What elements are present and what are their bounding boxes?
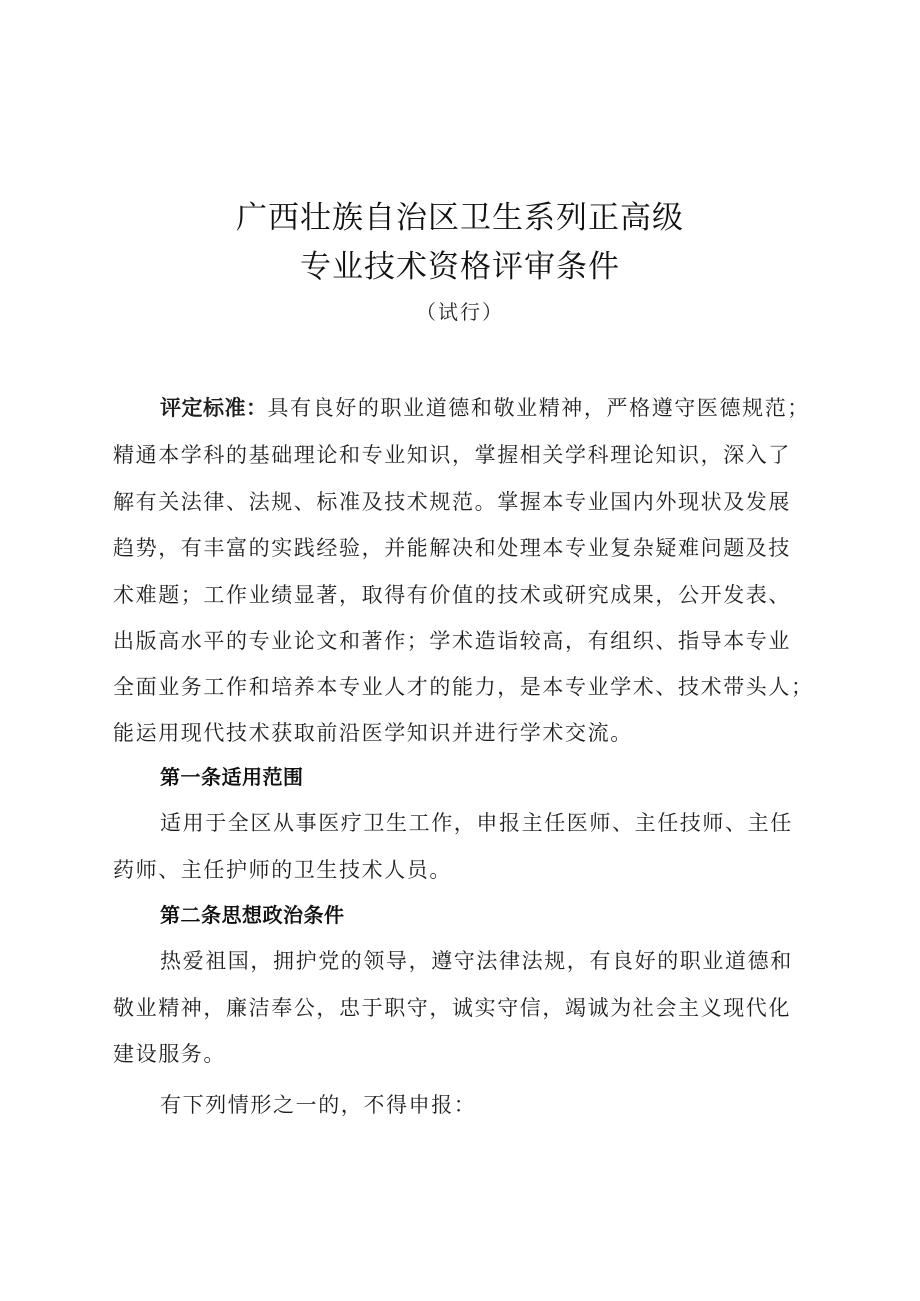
standard-text-line: 精通本学科的基础理论和专业知识，掌握相关学科理论知识，深入了 [113, 443, 791, 467]
article-2-heading: 第二条思想政治条件 [160, 903, 345, 927]
article-1-heading: 第一条适用范围 [160, 765, 304, 789]
article-1-text-line: 药师、主任护师的卫生技术人员。 [113, 858, 452, 882]
standard-text-line: 解有关法律、法规、标准及技术规范。掌握本专业国内外现状及发展 [113, 490, 791, 514]
article-2-text-line: 敬业精神，廉洁奉公，忠于职守，诚实守信，竭诚为社会主义现代化 [113, 996, 791, 1020]
standard-label: 评定标准： [160, 396, 268, 420]
standard-text-line: 具有良好的职业道德和敬业精神，严格遵守医德规范； [267, 396, 810, 420]
document-subtitle: （试行） [416, 300, 504, 324]
article-1-text-line: 适用于全区从事医疗卫生工作，申报主任医师、主任技师、主任 [160, 811, 793, 835]
document-title-line-2: 专业技术资格评审条件 [300, 249, 620, 285]
closing-text-line: 有下列情形之一的，不得申报： [160, 1093, 477, 1117]
standard-text-line: 出版高水平的专业论文和著作；学术造诣较高，有组织、指导本专业 [113, 629, 791, 653]
standard-text-line: 全面业务工作和培养本专业人才的能力，是本专业学术、技术带头人； [113, 675, 814, 699]
standard-text-line: 趋势，有丰富的实践经验，并能解决和处理本专业复杂疑难问题及技 [113, 536, 791, 560]
document-title-line-1: 广西壮族自治区卫生系列正高级 [236, 200, 684, 236]
article-2-text-line: 建设服务。 [113, 1042, 226, 1066]
article-2-text-line: 热爱祖国，拥护党的领导，遵守法律法规，有良好的职业道德和 [160, 949, 793, 973]
standard-text-line: 术难题；工作业绩显著，取得有价值的技术或研究成果，公开发表、 [113, 583, 791, 607]
standard-text-line: 能运用现代技术获取前沿医学知识并进行学术交流。 [113, 721, 633, 745]
standard-first-line [160, 393, 813, 423]
